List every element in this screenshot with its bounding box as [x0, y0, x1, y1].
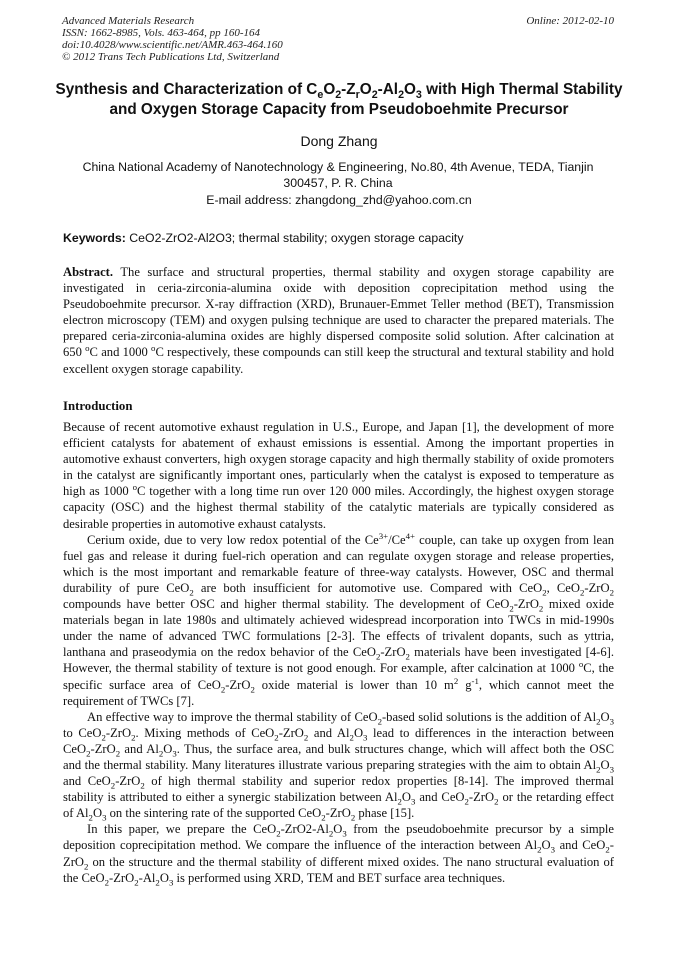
paper-title: Synthesis and Characterization of $C_eO_2-Z_rO_2-Al_2O_3$ with High Thermal Stability and Oxygen Storage Capacity from Pseudoboehmite Precursor	[55, 81, 623, 118]
online-date: Online: 2012-02-10	[526, 15, 614, 27]
intro-paragraph: An effective way to improve the thermal stability of CeO$_2$-based solid solutions is the addition of $Al_2O_3$ to CeO$_2$-ZrO$_2$. Mixing methods of CeO$_2$-ZrO$_2$ and $Al_2O_3$ lead to differences in the interaction between CeO$_2$-ZrO$_2$ and $Al_2O_3$. Thus, the surface area, and bulk structures change, which will affect both the OSC and the thermal stability. Many literatures illustrate various preparing strategies with the aim to obtain $Al_2O_3$ and CeO$_2$-ZrO$_2$ of high thermal stability and superior redox properties [8-14]. The improved thermal stability is attributed to either a synergic stabilization between $Al_2O_3$ and CeO$_2$-ZrO$_2$ or the retarding effect of $Al_2O_3$ on the sintering rate of the supported CeO$_2$-ZrO$_2$ phase [15].	[63, 709, 614, 823]
intro-paragraph: Because of recent automotive exhaust regulation in U.S., Europe, and Japan [1], the development of more efficient catalysts for abatement of exhaust emissions is essential. Among the important properties in automotive exhaust converters, high oxygen storage capacity and high thermally stability of oxide promoters in the catalyst are significantly important ones, particularly when the catalyst is exposed to temperature as high as 1000 $^o$C together with a long time run over 120 000 miles. Accordingly, the highest oxygen storage capacity (OSC) and the highest thermal stability of the catalytic materials are typically considered as desirable properties in automotive exhaust catalysts.	[63, 420, 615, 531]
journal-header	[62, 15, 283, 63]
keywords	[63, 231, 464, 245]
issn-line: ISSN: 1662-8985, Vols. 463-464, pp 160-164	[62, 27, 260, 39]
abstract-text: The surface and structural properties, thermal stability and oxygen storage capability are investigated in ceria-zirconia-alumina oxide with deposition coprecipitation method using the Pseudoboehmite precursor. X-ray diffraction (XRD), Brunauer-Emmet Teller method (BET), Transmission electron microscopy (TEM) and oxygen pulsing technique are used to character the prepared materials. The prepared ceria-zirconia-alumina oxides are highly dispersed composite solid solution. After calcination at 650 $^o$C and 1000 $^o$C respectively, these compounds can still keep the structural and textural stability and hold excellent oxygen storage capability.	[63, 265, 615, 376]
abstract	[63, 264, 614, 377]
intro-paragraph: Cerium oxide, due to very low redox potential of the $Ce^{3+}/Ce^{4+}$ couple, can take up oxygen from lean fuel gas and release it during fuel-rich operation and can regulate oxygen storage and release properties, which is the most important and remarkable feature of three-way catalysts. However, OSC and thermal durability of pure CeO$_2$ are both insufficient for automotive use. Compared with CeO$_2$, CeO$_2$-ZrO$_2$ compounds have better OSC and higher thermal stability. The development of CeO$_2$-ZrO$_2$ mixed oxide materials began in late 1980s and ultimately achieved widespread incorporation into TWCs in mid-1990s under the name of advanced TWC formulations [2-3]. The effects of trivalent dopants, such as yttria, lanthana and praseodymia on the redox behavior of the CeO$_2$-ZrO$_2$ materials have been investigated [4-6]. However, the thermal stability of texture is not good enough. For example, after calcination at 1000 $^o$C, the specific surface area of CeO$_2$-ZrO$_2$ oxide material is lower than 10 $m^2$ $g^{-1}$, which cannot meet the requirement of TWCs [7].	[63, 530, 614, 708]
introduction-body	[63, 419, 614, 886]
abstract-label: Abstract.	[63, 265, 114, 279]
doi-line: doi:10.4028/www.scientific.net/AMR.463-464.160	[62, 39, 283, 51]
section-heading-introduction: Introduction	[63, 399, 133, 413]
email-address: E-mail address: zhangdong_zhd@yahoo.com.cn	[206, 193, 472, 207]
journal-name: Advanced Materials Research	[62, 15, 195, 27]
intro-paragraph: In this paper, we prepare the $CeO_2-ZrO2-Al_2O_3$ from the pseudoboehmite precursor by a simple deposition coprecipitation method. We compare the influence of the interaction between $Al_2O_3$ and CeO$_2$-ZrO$_2$ on the structure and the thermal stability of different mixed oxides. The nano structural evaluation of the $CeO_2-ZrO_2-Al_2O_3$ is performed using XRD, TEM and BET surface area techniques.	[63, 822, 615, 888]
copyright-line: © 2012 Trans Tech Publications Ltd, Switzerland	[62, 51, 280, 63]
author-name: Dong Zhang	[300, 133, 378, 149]
keywords-label: Keywords:	[63, 231, 126, 245]
affiliation: China National Academy of Nanotechnology & Engineering, No.80, 4th Avenue, TEDA, Tianjin 300457, P. R. China	[82, 160, 594, 190]
keywords-text: CeO2-ZrO2-Al2O3; thermal stability; oxygen storage capacity	[129, 231, 464, 245]
